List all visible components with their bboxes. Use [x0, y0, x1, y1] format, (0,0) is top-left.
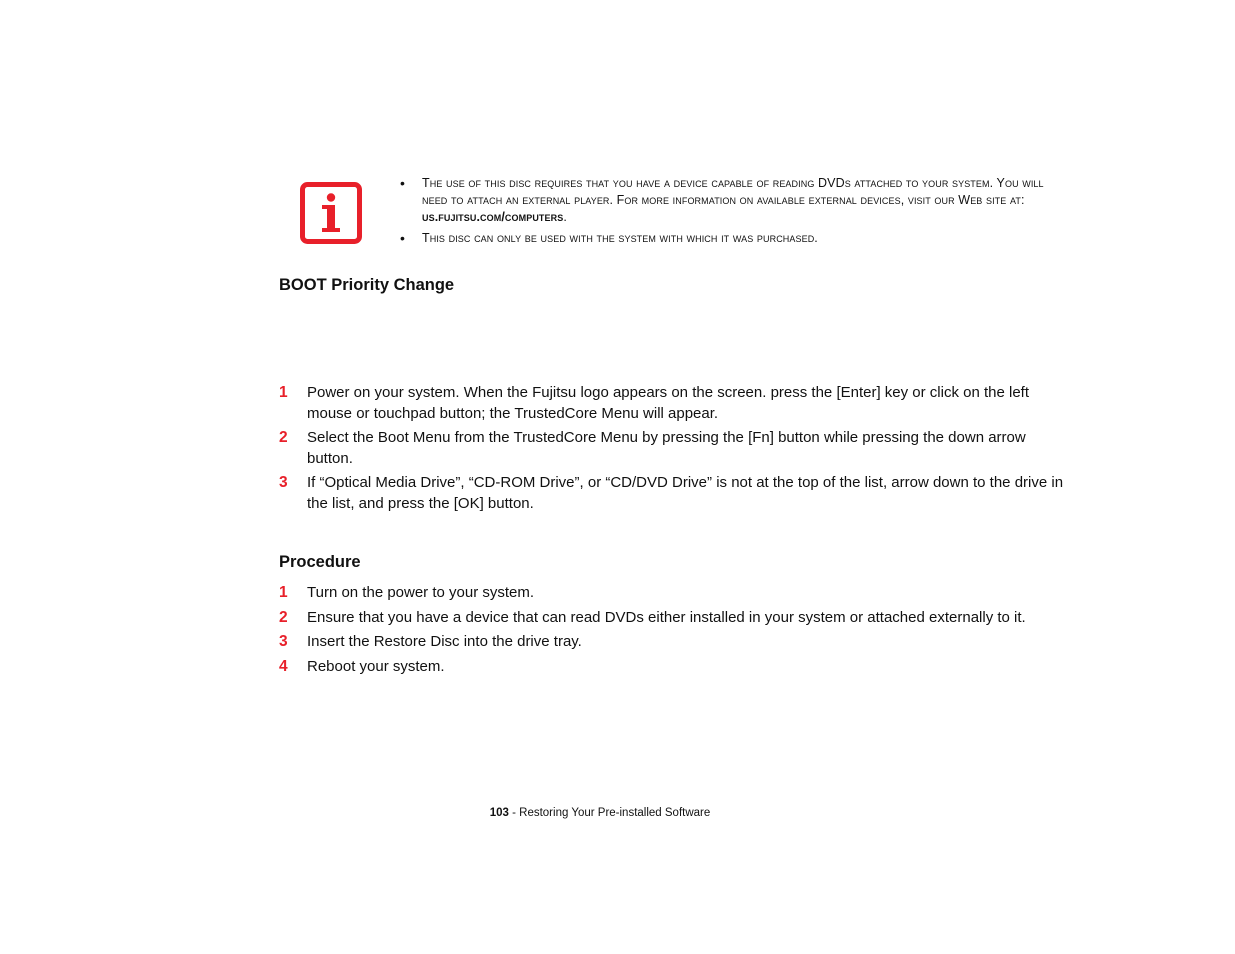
footer-title: Restoring Your Pre-installed Software — [519, 807, 711, 819]
step-text: Power on your system. When the Fujitsu logo appears on the screen. press the [Enter] key or click on the left mouse or touchpad button; the TrustedCore Menu will appear. — [307, 384, 1030, 422]
boot-priority-heading: BOOT Priority Change — [279, 276, 455, 294]
step-text: Insert the Restore Disc into the drive tray. — [307, 633, 582, 650]
step-number: 1 — [279, 384, 288, 401]
page-footer — [0, 807, 1200, 819]
note-list — [400, 175, 1060, 251]
boot-step — [279, 428, 1069, 469]
procedure-heading: Procedure — [279, 553, 361, 571]
boot-steps-list — [279, 383, 1069, 518]
step-number: 3 — [279, 633, 288, 650]
boot-step — [279, 473, 1069, 514]
note-item — [400, 230, 1060, 247]
boot-step — [279, 383, 1069, 424]
procedure-step — [279, 632, 1069, 653]
step-number: 4 — [279, 657, 288, 675]
bullet-icon: • — [400, 175, 406, 191]
step-text: Reboot your system. — [307, 657, 445, 675]
step-number: 1 — [279, 584, 288, 601]
bullet-icon: • — [400, 230, 406, 246]
step-number: 2 — [279, 608, 288, 626]
note-text: This disc can only be used with the system with which it was purchased. — [422, 231, 818, 245]
procedure-steps-list — [279, 583, 1069, 681]
step-number: 3 — [279, 474, 288, 491]
note-text: The use of this disc requires that you have a device capable of reading DVDs attached to your system. You will need to attach an external player. For more information on available external devices, visit our Web site at: — [422, 176, 1044, 207]
note-suffix: . — [563, 210, 567, 224]
procedure-step — [279, 608, 1069, 629]
step-text: Turn on the power to your system. — [307, 584, 535, 601]
procedure-step — [279, 657, 1069, 678]
step-text: Select the Boot Menu from the TrustedCore Menu by pressing the [Fn] button while pressing the down arrow button. — [307, 429, 1026, 467]
website-link[interactable]: us.fujitsu.com/computers — [422, 210, 564, 224]
procedure-step — [279, 583, 1069, 604]
info-icon — [300, 182, 362, 244]
step-number: 2 — [279, 429, 288, 446]
footer-separator: - — [508, 807, 520, 819]
step-text: If “Optical Media Drive”, “CD-ROM Drive”, or “CD/DVD Drive” is not at the top of the list, arrow down to the drive in the list, and press the [OK] button. — [307, 474, 1064, 512]
page-number: 103 — [489, 807, 509, 819]
note-item — [400, 175, 1060, 226]
step-text: Ensure that you have a device that can read DVDs either installed in your system or attached externally to it. — [307, 608, 1026, 626]
